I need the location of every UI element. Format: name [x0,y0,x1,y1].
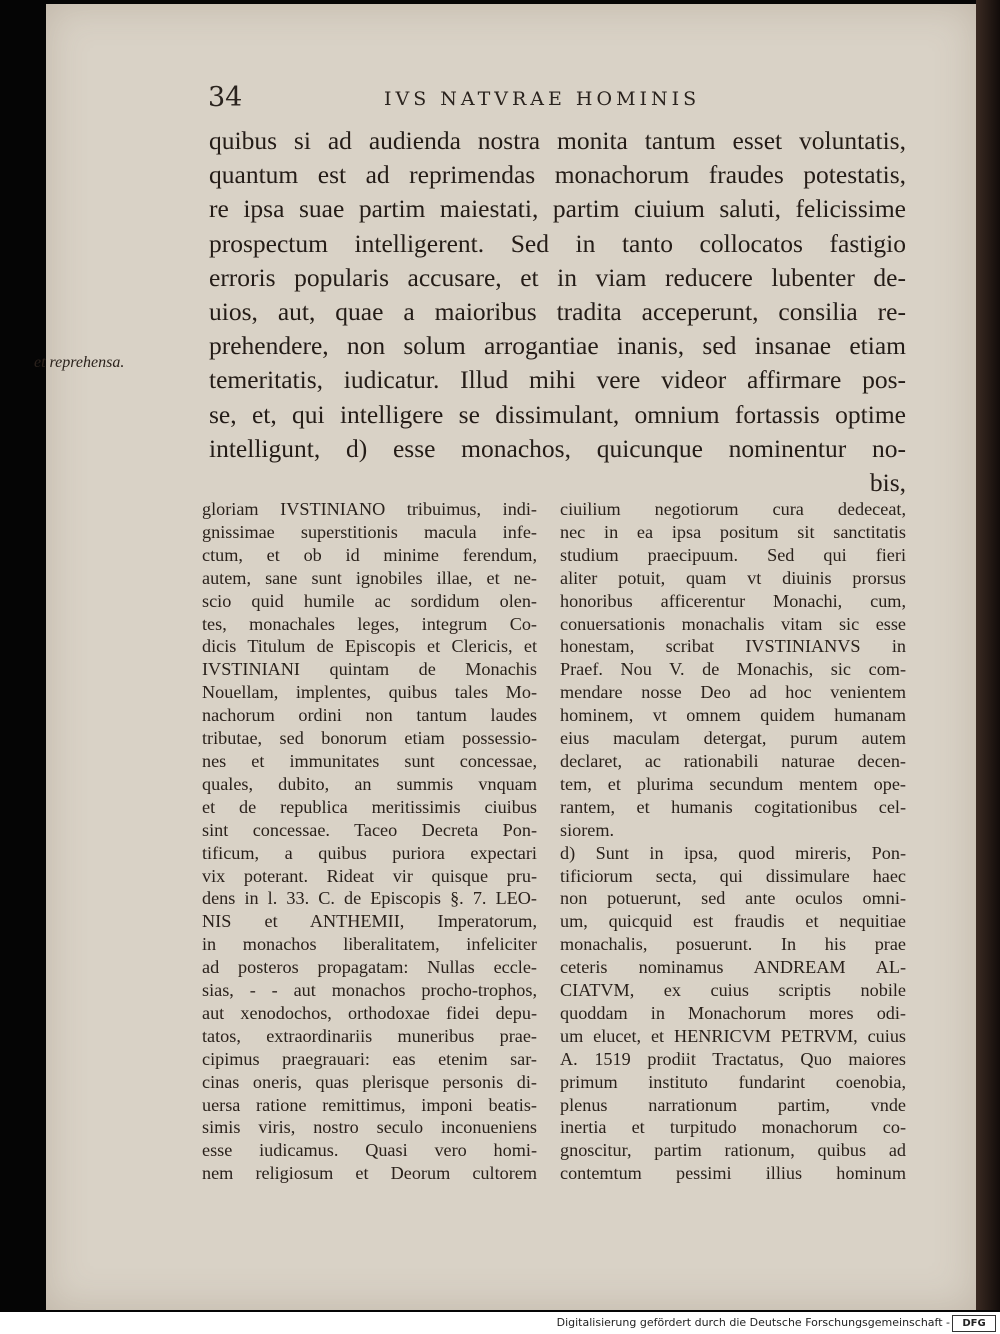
footnote-line: declaret, ac rationabili naturae decen- [560,750,906,771]
footnote-line: tatos, extraordinariis muneribus prae- [202,1025,537,1046]
page-number: 34 [208,82,243,113]
footnote-line: honestam, scribat IVSTINIANVS in [560,636,906,657]
footnote-line: hominem, vt omnem quidem humanam [560,705,906,726]
footnote-line: d) Sunt in ipsa, quod mireris, Pon- [560,842,906,863]
footnote-line: gloriam IVSTINIANO tribuimus, indi- [202,499,537,519]
main-text-line: se, et, qui intelligere se dissimulant, omnium fortassis optime [209,399,906,429]
footnote-line: tes, monachales leges, integrum Co- [202,613,537,634]
footnote-line: autem, sane sunt ignobiles illae, et ne- [202,567,537,588]
funding-credit: Digitalisierung gefördert durch die Deutsche Forschungsgemeinschaft - [556,1316,950,1329]
footer-bar [0,1312,1000,1334]
footnote-line: scio quid humile ac sordidum olen- [202,590,537,611]
footnote-line: monachalis, posuerunt. In his prae [560,934,906,955]
footnote-line: plenus narrationum partim, vnde [560,1094,906,1115]
footnote-line: contemtum pessimi illius hominum [560,1163,906,1184]
main-text-line: temeritatis, iudicatur. Illud mihi vere videor affirmare pos- [209,365,906,395]
footnote-line: cinas oneris, quas plerisque personis di- [202,1071,537,1092]
footnote-line: aliter potuit, quam vt diuinis prorsus [560,567,906,588]
footnote-line: CIATVM, ex cuius scriptis nobile [560,980,906,1001]
footnote-line: nec in ea ipsa positum sit sanctitatis [560,521,906,542]
footnote-line: inertia et turpitudo monachorum co- [560,1117,906,1138]
main-text-line: prehendere, non solum arrogantiae inanis, sed insanae etiam [209,331,906,361]
footnote-line: simis viris, nostro seculo inconueniens [202,1117,537,1138]
footnote-line: sias, - - aut monachos procho-trophos, [202,980,537,1001]
footnote-line: primum instituto fundarint coenobia, [560,1071,906,1092]
book-page [46,4,976,1310]
footnote-line: nachorum ordini non tantum laudes [202,705,537,726]
dfg-logo: DFG [952,1315,996,1332]
footnote-line: quoddam in Monachorum mores odi- [560,1002,906,1023]
footnote-line: nes et immunitates sunt concessae, [202,750,537,771]
footnote-line: dens in l. 33. C. de Episcopis §. 7. LEO- [202,888,537,909]
footnote-line: esse iudicamus. Quasi vero homi- [202,1140,537,1161]
footnote-line: tificum, a quibus puriora expectari [202,842,537,863]
footnote-line: tem, et plurima secundum mentem ope- [560,773,906,794]
footnote-line: dicis Titulum de Episcopis et Clericis, et [202,636,537,657]
main-text-line: prospectum intelligerent. Sed in tanto collocatos fastigio [209,228,906,258]
footnote-line: non potuerunt, sed ante oculos omni- [560,888,906,909]
main-text-line: uios, aut, quae a maioribus tradita acceperunt, consilia re- [209,297,906,327]
footnote-line: et de republica meritissimis ciuibus [202,796,537,817]
footnote-line: in monachos liberalitatem, infeliciter [202,934,537,955]
running-title: IVS NATVRAE HOMINIS [384,88,701,110]
footnote-column-right [560,498,906,1185]
main-text-line: bis, [869,468,906,498]
footnote-line: gnoscitur, partim rationum, quibus ad [560,1140,906,1161]
footnote-line: tificiorum secta, qui dissimulare haec [560,865,906,886]
main-text-block [209,124,906,500]
footnote-line: aut xenodochos, orthodoxae fidei depu- [202,1002,537,1023]
footnote-line: nem religiosum et Deorum cultorem [202,1163,537,1184]
page-header [46,82,976,122]
main-text-line: quantum est ad reprimendas monachorum fraudes potestatis, [209,160,906,190]
main-text-line: erroris popularis accusare, et in viam reducere lubenter de- [209,262,906,292]
footnote-line: NIS et ANTHEMII, Imperatorum, [202,911,537,932]
book-edge [976,0,1000,1310]
footnote-line: uersa ratione remittimus, imponi beatis- [202,1094,537,1115]
footnote-column-left [202,498,537,1185]
main-text-line: intelligunt, d) esse monachos, quicunque nominentur no- [209,433,906,463]
footnote-line: um, quicquid est fraudis et nequitiae [560,911,906,932]
footnote-line: tributae, sed bonorum etiam possessio- [202,728,537,749]
footnote-line: ctum, et ob id minime ferendum, [202,544,537,565]
footnote-line: A. 1519 prodiit Tractatus, Quo maiores [560,1048,906,1069]
footnote-line: sint concessae. Taceo Decreta Pon- [202,819,537,840]
footnote-line: mendare nosse Deo ad hoc venientem [560,682,906,703]
main-text-line: quibus si ad audienda nostra monita tantum esset voluntatis, [209,126,906,155]
footnote-line: ceteris nominamus ANDREAM AL- [560,957,906,978]
footnote-line: conuersationis monachalis vitam sic esse [560,613,906,634]
footnote-line: Praef. Nou V. de Monachis, sic com- [560,659,906,680]
footnote-line: rantem, et humanis cogitationibus cel- [560,796,906,817]
footnote-line: studium praecipuum. Sed qui fieri [560,544,906,565]
footnote-line: vix poterant. Rideat vir quisque pru- [202,865,537,886]
footnote-line: honoribus afficerentur Monachi, cum, [560,590,906,611]
footnote-line: eius maculam detergat, purum autem [560,728,906,749]
footnote-line: gnissimae superstitionis macula infe- [202,521,537,542]
footnote-line: ad posteros propagatam: Nullas eccle- [202,957,537,978]
footnote-line: um elucet, et HENRICVM PETRVM, cuius [560,1025,906,1046]
footnote-line: ciuilium negotiorum cura dedeceat, [560,499,906,519]
footnote-line: Nouellam, implentes, quibus tales Mo- [202,682,537,703]
footnote-line: quales, dubito, an summis vnquam [202,773,537,794]
footnote-line: IVSTINIANI quintam de Monachis [202,659,537,680]
margin-note: et reprehensa. [34,354,125,371]
footnote-line: siorem. [560,819,615,840]
main-text-line: re ipsa suae partim maiestati, partim ciuium saluti, felicissime [209,194,906,224]
footnote-line: cipimus praegrauari: eas etenim sar- [202,1048,537,1069]
